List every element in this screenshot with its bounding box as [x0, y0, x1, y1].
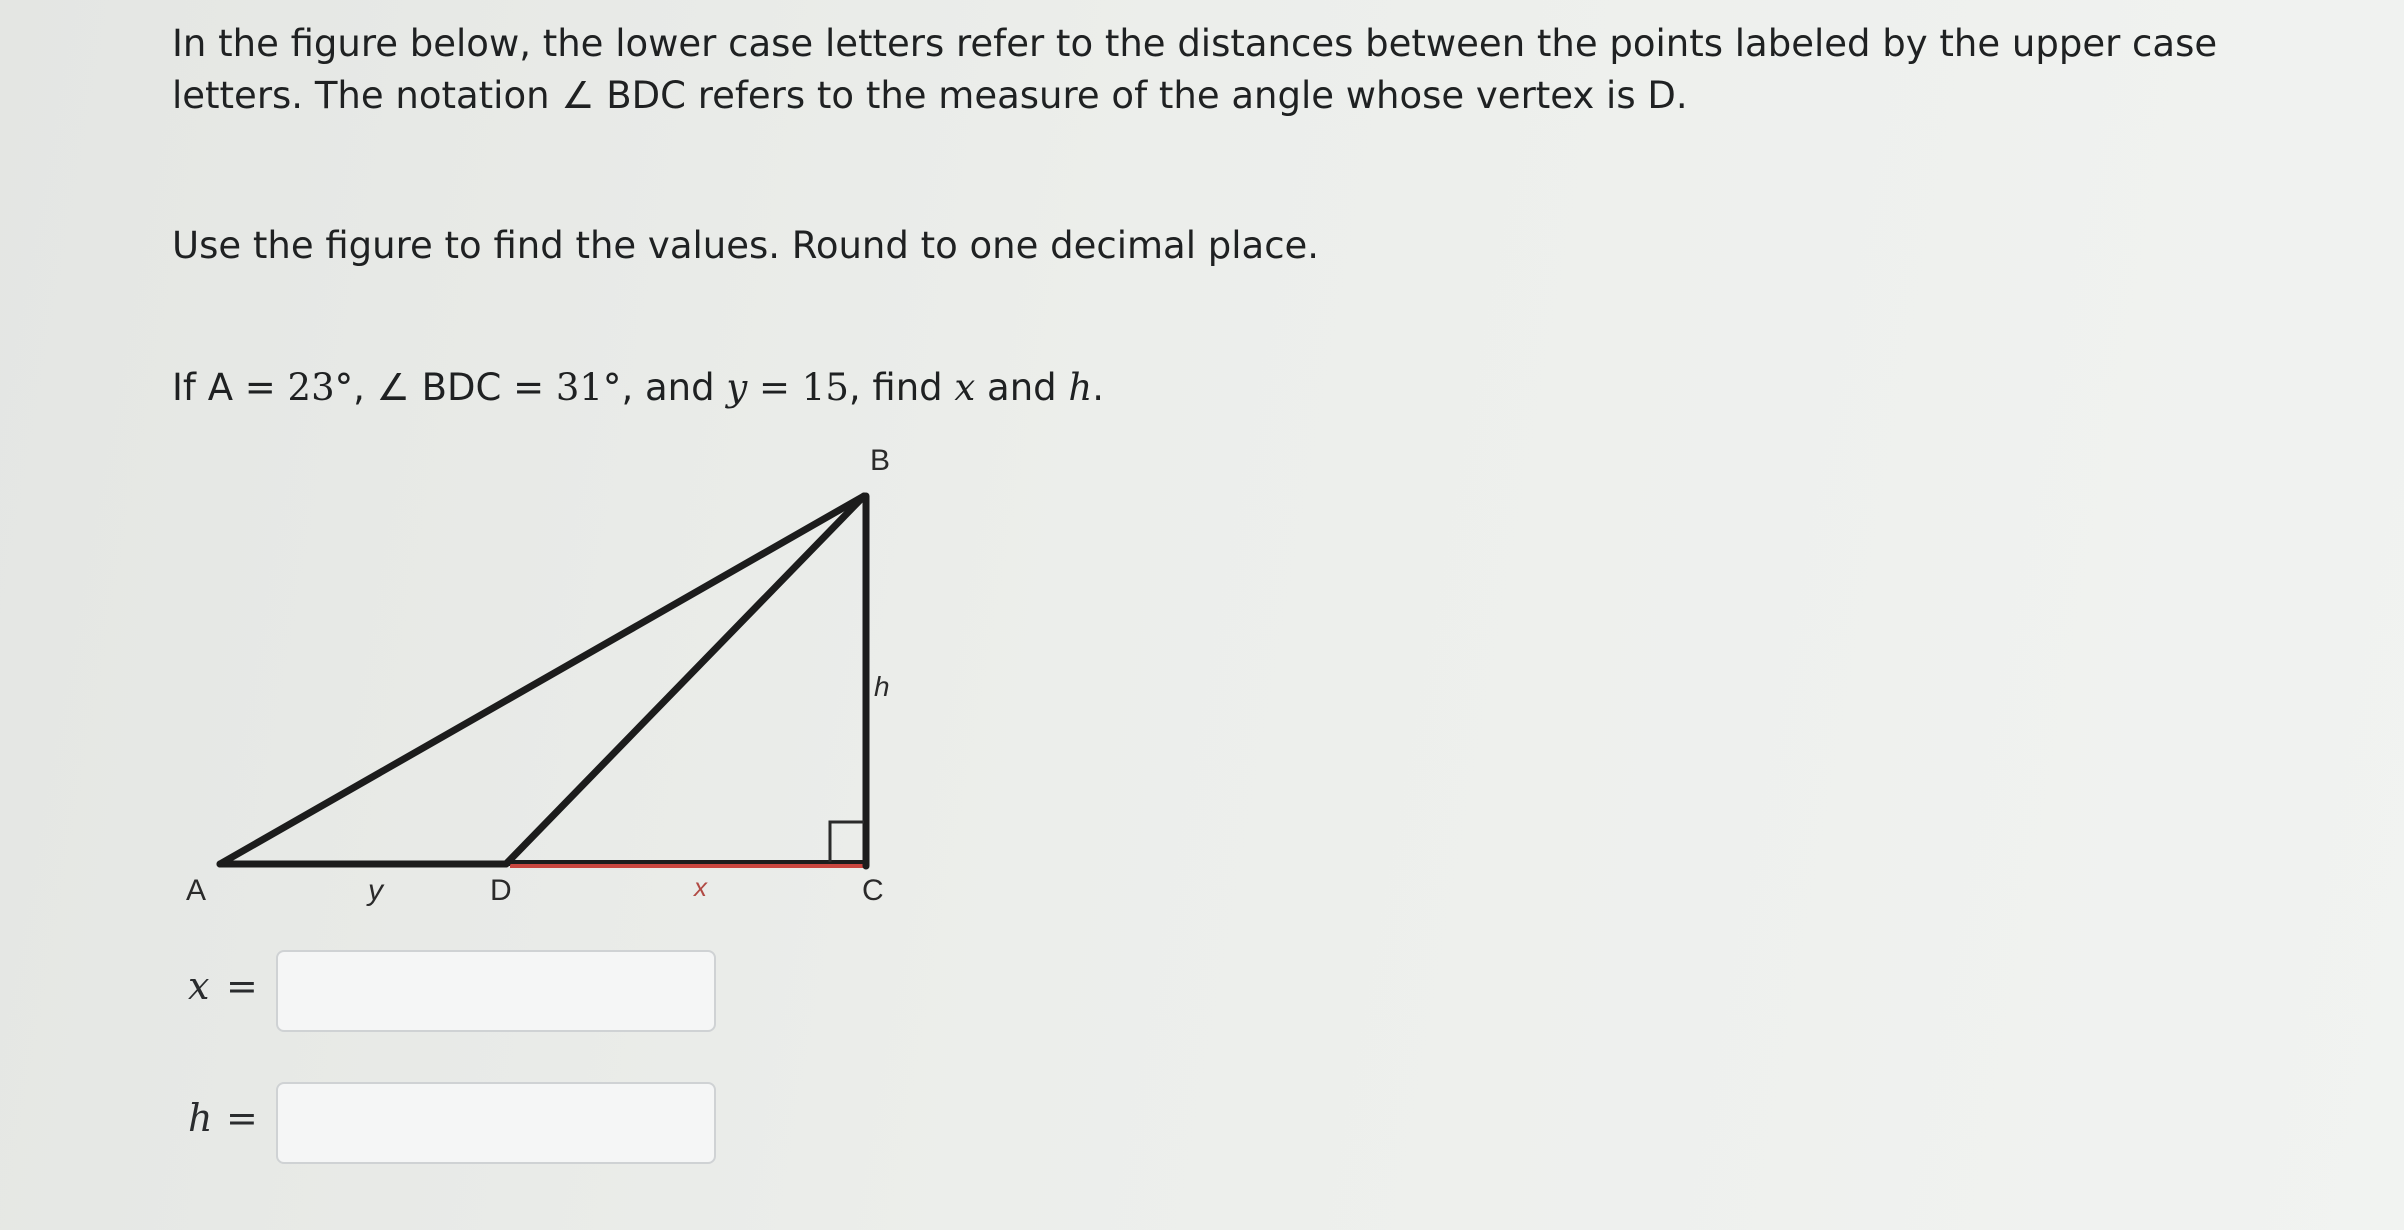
answer-h-input[interactable] — [276, 1082, 716, 1164]
length-label-y: y — [368, 874, 383, 907]
y-value: 15 — [801, 366, 849, 409]
equals-sign: = — [747, 366, 802, 409]
point-label-a: A — [186, 874, 207, 907]
length-label-x: x — [694, 872, 707, 902]
question-instruction: Use the figure to find the values. Round to one decimal place. — [172, 224, 1320, 267]
length-label-h: h — [874, 671, 890, 702]
angle-bdc-name: BDC = — [409, 366, 556, 409]
problem-sep-1: , — [353, 366, 377, 409]
answer-x-input[interactable] — [276, 950, 716, 1032]
answer-x-equals: = — [226, 964, 258, 1008]
answer-h-label: h — [188, 1096, 213, 1140]
triangle-figure — [150, 430, 950, 930]
point-label-d: D — [490, 874, 512, 907]
answer-x-label: x — [188, 964, 210, 1008]
problem-prefix: If A = — [172, 366, 288, 409]
question-intro: In the figure below, the lower case letters refer to the distances between the points labeled by the upper case letters. The notation ∠ BDC refers to the measure of the angle whose vertex is D. — [172, 22, 2218, 117]
point-label-b: B — [870, 444, 891, 477]
segment-ab — [220, 496, 864, 864]
problem-sep-2: , and — [621, 366, 727, 409]
answer-h-equals: = — [226, 1096, 258, 1140]
angle-symbol: ∠ — [376, 366, 410, 409]
problem-statement — [172, 362, 1104, 414]
right-angle-marker — [830, 822, 864, 862]
angle-a-value: 23° — [287, 366, 354, 409]
point-label-c: C — [862, 874, 884, 907]
y-variable: y — [726, 366, 748, 409]
x-variable: x — [954, 366, 976, 409]
segment-db — [506, 496, 864, 864]
h-variable: h — [1068, 366, 1093, 409]
angle-bdc-value: 31° — [555, 366, 622, 409]
find-text: , find — [848, 366, 955, 409]
and-text: and — [975, 366, 1069, 409]
problem-end: . — [1092, 366, 1105, 409]
